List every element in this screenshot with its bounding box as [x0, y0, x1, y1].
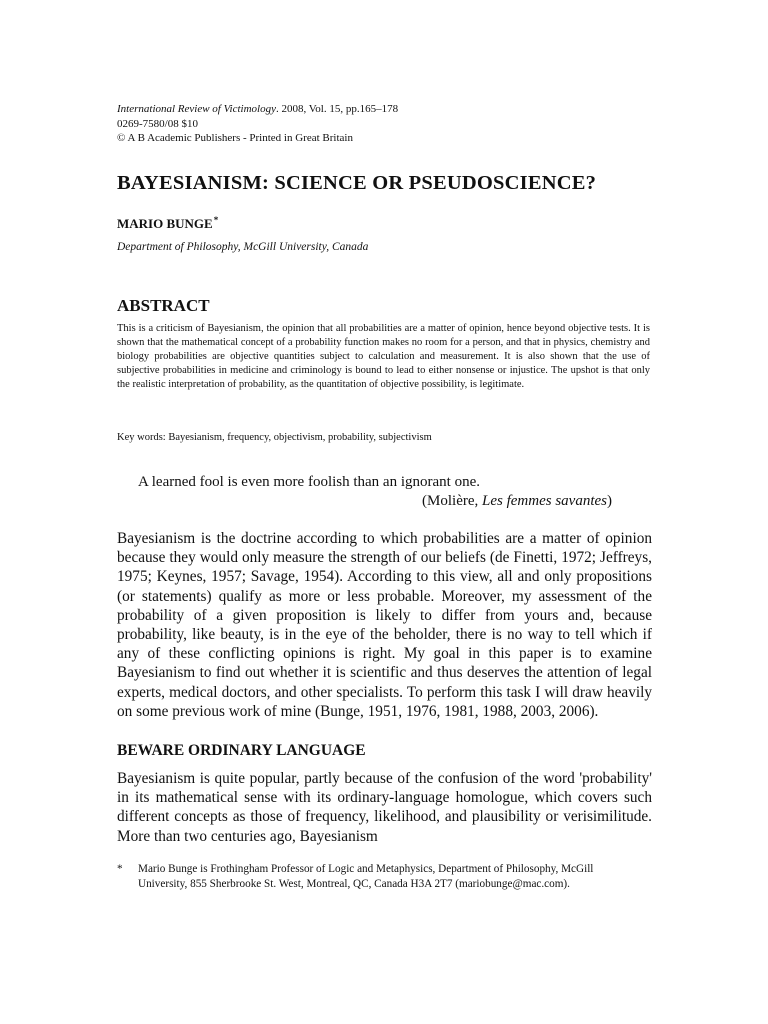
journal-name: International Review of Victimology: [117, 103, 276, 115]
attribution-close: ): [607, 493, 612, 509]
publisher-line: © A B Academic Publishers - Printed in Great Britain: [117, 132, 353, 144]
attribution-work: Les femmes savantes: [482, 493, 607, 509]
section-heading: BEWARE ORDINARY LANGUAGE: [117, 742, 366, 759]
abstract-heading: ABSTRACT: [117, 296, 210, 315]
body-paragraph-1: Bayesianism is the doctrine according to which probabilities are a matter of opinion because they would only measure the strength of our beliefs (de Finetti, 1972; Jeffreys, 1975; Keynes, 1957; Savage, 1954). According to this view, all and only propositions (or statements) qualify as more or less probable. Moreover, my assessment of the probability of a given proposition is likely to differ from yours and, because probability, like beauty, is in the eye of the beholder, there is no way to tell which if any of these conflicting opinions is right. My goal in this paper is to examine Bayesianism to find out whether it is scientific and thus deserves the attention of legal experts, medical doctors, and other specialists. To perform this task I will draw heavily on some previous work of mine (Bunge, 1951, 1976, 1981, 1988, 2003, 2006).: [117, 530, 652, 720]
abstract-text: This is a criticism of Bayesianism, the opinion that all probabilities are a matter of opinion, hence beyond objective tests. It is shown that the mathematical concept of a probability function makes no room for a person, and that in physics, chemistry and biology probabilities are objective quantities subject to calculation and measurement. It is also shown that the use of subjective probabilities in medicine and criminology is bound to lead to either nonsense or injustice. The upshot is that only the realistic interpretation of probability, as the quantitation of objective possibility, is legitimate.: [117, 323, 650, 390]
footnote-text: Mario Bunge is Frothingham Professor of Logic and Metaphysics, Department of Philosophy, McGill University, 855 Sherbrooke St. West, Montreal, QC, Canada H3A 2T7 (mariobunge@mac.com).: [138, 863, 594, 890]
attribution-open: (Molière,: [422, 493, 483, 509]
issn-line: 0269-7580/08 $10: [117, 117, 198, 130]
author-footnote-marker: *: [213, 215, 219, 225]
author-affiliation: Department of Philosophy, McGill University, Canada: [117, 241, 369, 253]
journal-citation: . 2008, Vol. 15, pp.165–178: [275, 103, 399, 115]
footnote-marker: *: [117, 863, 123, 875]
author-name: [117, 215, 218, 232]
journal-header: [117, 102, 657, 146]
keywords: Key words: Bayesianism, frequency, objectivism, probability, subjectivism: [117, 432, 432, 443]
article-title: BAYESIANISM: SCIENCE OR PSEUDOSCIENCE?: [117, 172, 597, 194]
epigraph-quote: A learned fool is even more foolish than an ignorant one.: [138, 474, 480, 490]
citation-line: [117, 102, 657, 117]
epigraph-attribution: [138, 492, 612, 511]
epigraph: [138, 473, 612, 511]
footnote: [117, 862, 637, 892]
author-name-text: MARIO BUNGE: [117, 216, 213, 231]
body-paragraph-2: Bayesianism is quite popular, partly because of the confusion of the word 'probability' in its mathematical sense with its ordinary-language homologue, which covers such different concepts as those of frequency, likelihood, and plausibility or verisimilitude. More than two centuries ago, Bayesianism: [117, 770, 652, 845]
